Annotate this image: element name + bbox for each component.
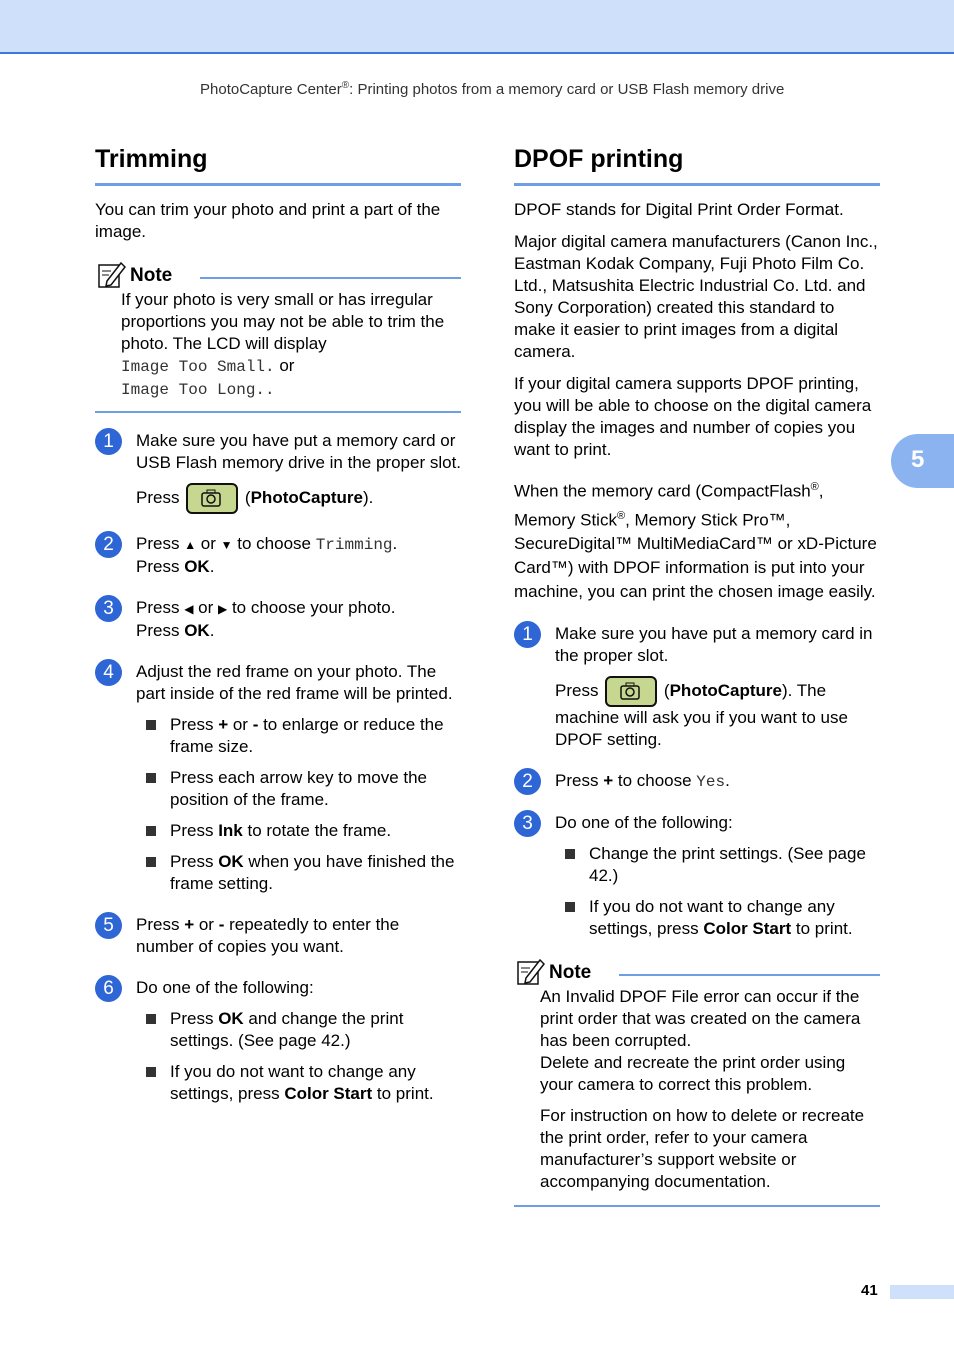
list-item: Press Ink to rotate the frame. [144, 820, 461, 842]
list-item: Press OK when you have finished the frame setting. [144, 851, 461, 895]
trimming-section [95, 140, 461, 1105]
dpof-step-3: 3 Do one of the following: Change the print settings. (See page 42.) If you do not want to change any settings, press Color Start to print. [514, 812, 880, 940]
dpof-step-1: 1 Make sure you have put a memory card in the proper slot. Press (PhotoCapture). The machine will ask you if you want to use DPOF setting. [514, 623, 880, 751]
trim-step-6: 6 Do one of the following: Press OK and change the print settings. (See page 42.) If you do not want to change any settings, press Color Start to print. [95, 977, 461, 1105]
left-arrow-icon: ◀ [184, 602, 194, 616]
dpof-step-2: 2 Press + to choose Yes. [514, 770, 880, 793]
lcd-message-small: Image Too Small. [121, 358, 275, 376]
running-head: PhotoCapture Center®: Printing photos from a memory card or USB Flash memory drive [200, 80, 785, 98]
page-number-bar [890, 1285, 954, 1299]
top-banner [0, 0, 954, 54]
trim-step-4: 4 Adjust the red frame on your photo. The part inside of the red frame will be printed. Press + or - to enlarge or reduce the frame size. Press each arrow key to move the position of the frame. Press Ink to rotate the frame. Press OK when you have finished the frame setting. [95, 661, 461, 895]
trimming-heading: Trimming [95, 140, 461, 186]
list-item: Press each arrow key to move the position of the frame. [144, 767, 461, 811]
note-rule [200, 277, 461, 279]
note-pencil-icon [97, 259, 127, 294]
list-item: Change the print settings. (See page 42.) [563, 843, 880, 887]
note-title: Note [130, 265, 173, 286]
right-arrow-icon: ▶ [217, 602, 228, 616]
note-rule [619, 974, 880, 976]
dpof-section [514, 140, 880, 1207]
list-item: Press + or - to enlarge or reduce the frame size. [144, 714, 461, 758]
chapter-tab: 5 [891, 434, 954, 488]
trim-step-3: 3 Press ◀ or ▶ to choose your photo. Press OK. [95, 597, 461, 642]
down-arrow-icon: ▼ [220, 538, 233, 552]
step-number-badge: 1 [95, 428, 122, 455]
lcd-message-long: Image Too Long.. [121, 381, 275, 399]
trim-step-5: 5 Press + or - repeatedly to enter the number of copies you want. [95, 914, 461, 958]
dpof-note [514, 956, 880, 1207]
list-item: If you do not want to change any settings, press Color Start to print. [144, 1061, 461, 1105]
trimming-intro: You can trim your photo and print a part of the image. [95, 200, 441, 241]
trim-step-1: 1 Make sure you have put a memory card or USB Flash memory drive in the proper slot. Press (PhotoCapture). [95, 430, 461, 514]
dpof-para: If your digital camera supports DPOF printing, you will be able to choose on the digital camera display the images and number of copies you want to print. [514, 374, 872, 459]
photocapture-button [186, 483, 238, 514]
list-item: Press OK and change the print settings. (See page 42.) [144, 1008, 461, 1052]
photocapture-button [605, 676, 657, 707]
trimming-note: Note If your photo is very small or has irregular proportions you may not be able to trim the photo. The LCD will display Image Too Small. or Image Too Long.. [95, 259, 461, 413]
note-text: An Invalid DPOF File error can occur if the print order that was created on the camera has been corrupted. [540, 987, 861, 1051]
note-pencil-icon [516, 956, 546, 991]
dpof-para: Major digital camera manufacturers (Canon Inc., Eastman Kodak Company, Fuji Photo Film Co. Ltd., Matsushita Electric Industrial Co. Ltd. and Sony Corporation) created this standard to make it easier to print images from a digital camera. [514, 232, 878, 361]
trim-step-2: 2 Press ▲ or ▼ to choose Trimming. Press OK. [95, 533, 461, 578]
note-end-rule [95, 411, 461, 413]
note-title: Note [549, 962, 592, 984]
note-text: For instruction on how to delete or recreate the print order, refer to your camera manufacturer’s support website or accompanying documentation. [540, 1106, 865, 1192]
note-text: Delete and recreate the print order using your camera to correct this problem. [540, 1053, 846, 1095]
dpof-para: When the memory card (CompactFlash®, Memory Stick®, Memory Stick Pro™, SecureDigital™ MultiMediaCard™ or xD-Picture Card™) with DPOF information is put into your machine, you can print the chosen image easily. [514, 481, 877, 602]
note-text: If your photo is very small or has irregular proportions you may not be able to trim the photo. The LCD will display [121, 290, 445, 353]
up-arrow-icon: ▲ [184, 538, 197, 552]
page-number: 41 [861, 1282, 878, 1299]
list-item: If you do not want to change any settings, press Color Start to print. [563, 896, 880, 940]
note-end-rule [514, 1205, 880, 1207]
dpof-heading: DPOF printing [514, 140, 880, 186]
dpof-para: DPOF stands for Digital Print Order Format. [514, 200, 844, 219]
